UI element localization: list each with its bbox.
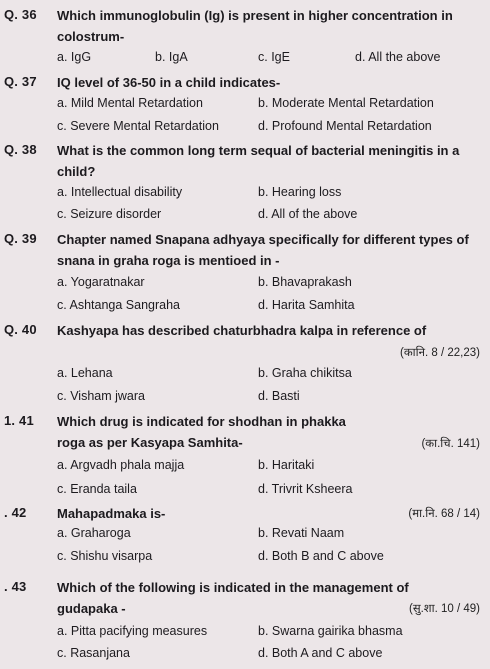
question-text: Which of the following is indicated in the management of gudapaka -	[57, 580, 409, 616]
option-c: c. IgE	[258, 50, 290, 64]
question-number: . 42	[4, 505, 27, 520]
option-b: b. Graha chikitsa	[258, 366, 352, 380]
question-number: Q. 39	[4, 231, 37, 246]
option-a: a. IgG	[57, 50, 92, 64]
question-number: Q. 37	[4, 74, 37, 89]
question-number: . 43	[4, 579, 27, 594]
option-b: b. Bhavaprakash	[258, 275, 352, 289]
option-b: b. Swarna gairika bhasma	[258, 624, 403, 638]
option-d: d. All of the above	[258, 207, 358, 221]
option-c: c. Ashtanga Sangraha	[57, 298, 181, 312]
option-a: a. Graharoga	[57, 526, 131, 540]
question-number: Q. 36	[4, 7, 37, 22]
reference: (कानि. 8 / 22,23)	[400, 347, 480, 359]
question-text: Which immunoglobulin (Ig) is present in higher concentration in colostrum-	[57, 8, 453, 44]
reference: (मा.नि. 68 / 14)	[408, 508, 480, 520]
option-d: d. All the above	[355, 50, 441, 64]
option-c: c. Eranda taila	[57, 482, 137, 496]
question-number: Q. 38	[4, 142, 37, 157]
option-d: d. Both B and C above	[258, 549, 384, 563]
option-b: b. Revati Naam	[258, 526, 345, 540]
option-c: c. Rasanjana	[57, 646, 130, 660]
option-d: d. Both A and C above	[258, 646, 383, 660]
option-a: a. Intellectual disability	[57, 185, 183, 199]
question-text: IQ level of 36-50 in a child indicates-	[57, 75, 281, 90]
option-b: b. Hearing loss	[258, 185, 342, 199]
option-a: a. Lehana	[57, 366, 113, 380]
option-a: a. Argvadh phala majja	[57, 458, 185, 472]
option-c: c. Severe Mental Retardation	[57, 119, 219, 133]
option-b: b. Moderate Mental Retardation	[258, 96, 434, 110]
option-a: a. Yogaratnakar	[57, 275, 145, 289]
question-text: What is the common long term sequal of bacterial meningitis in a child?	[57, 143, 460, 179]
question-text: Mahapadmaka is-	[57, 506, 166, 521]
question-number: Q. 40	[4, 322, 37, 337]
option-b: b. IgA	[155, 50, 188, 64]
question-number: 1. 41	[4, 413, 34, 428]
question-text: Which drug is indicated for shodhan in phakka roga as per Kasyapa Samhita-	[57, 414, 346, 450]
option-d: d. Basti	[258, 389, 300, 403]
question-text: Kashyapa has described chaturbhadra kalpa in reference of	[57, 323, 427, 338]
option-d: d. Profound Mental Retardation	[258, 119, 432, 133]
option-a: a. Pitta pacifying measures	[57, 624, 208, 638]
reference: (सु.शा. 10 / 49)	[409, 603, 480, 615]
option-d: d. Harita Samhita	[258, 298, 355, 312]
option-b: b. Haritaki	[258, 458, 315, 472]
option-c: c. Seizure disorder	[57, 207, 162, 221]
question-text: Chapter named Snapana adhyaya specifically for different types of snana in graha roga is mentioed in -	[57, 232, 469, 268]
option-a: a. Mild Mental Retardation	[57, 96, 203, 110]
option-d: d. Trivrit Ksheera	[258, 482, 353, 496]
reference: (का.चि. 141)	[421, 438, 480, 450]
option-c: c. Shishu visarpa	[57, 549, 153, 563]
option-c: c. Visham jwara	[57, 389, 145, 403]
